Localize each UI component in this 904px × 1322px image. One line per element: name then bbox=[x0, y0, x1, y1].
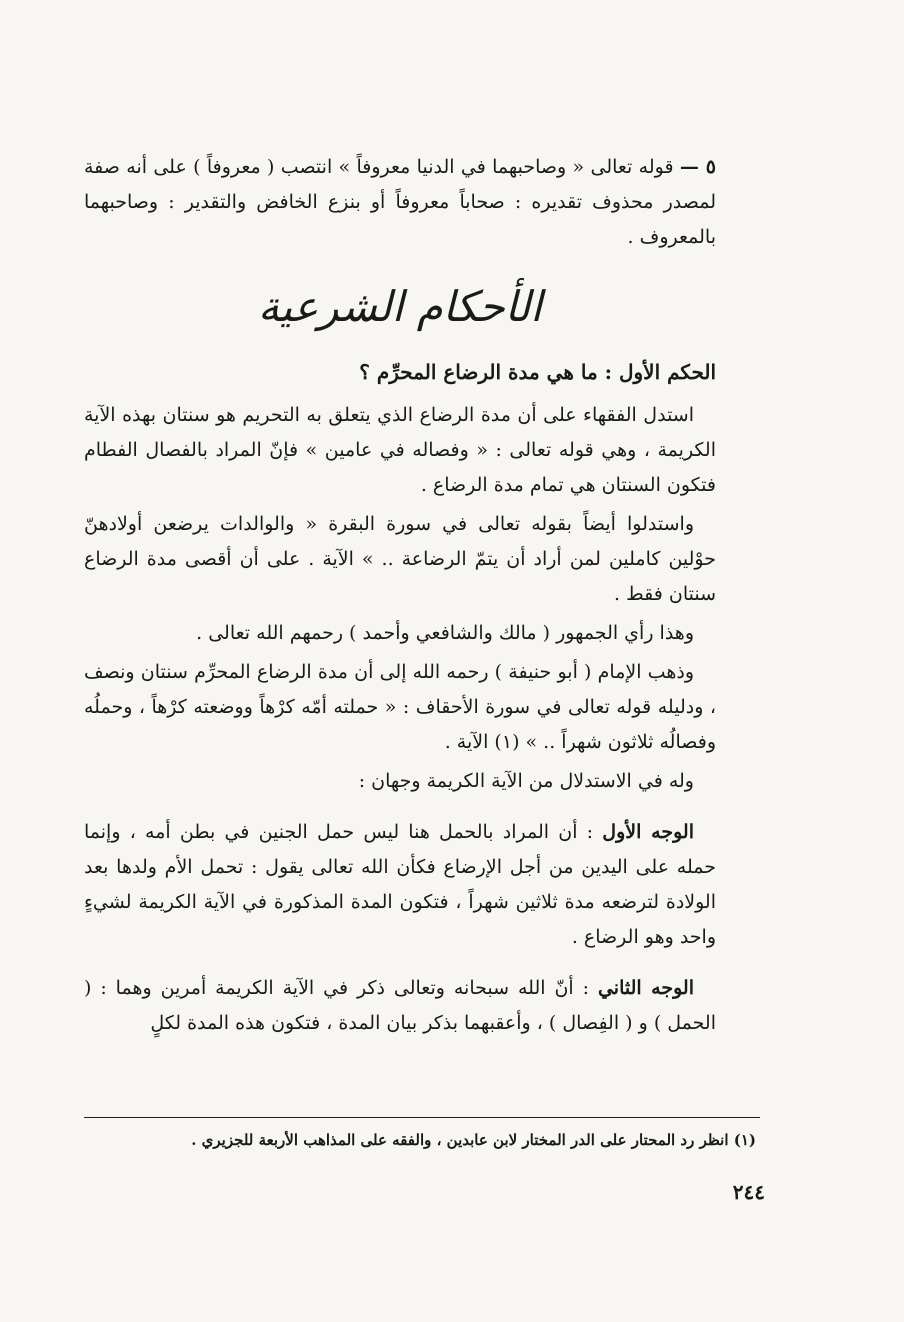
ruling-heading: الحكم الأول : ما هي مدة الرضاع المحرِّم ؟ bbox=[359, 360, 716, 384]
paragraph-2: واستدلوا أيضاً بقوله تعالى في سورة البقرة « والوالدات يرضعن أولادهنّ حوْلين كاملين لمن أراد أن يتمّ الرضاعة .. » الآية . على أن أقصى مدة الرضاع سنتان فقط . bbox=[84, 513, 716, 605]
item-5 bbox=[84, 150, 716, 255]
item-number: ٥ — bbox=[679, 156, 716, 178]
paragraph-4: وذهب الإمام ( أبو حنيفة ) رحمه الله إلى أن مدة الرضاع المحرِّم سنتان ونصف ، ودليله قوله تعالى في سورة الأحقاف : « حملته أمّه كرْهاً ووضعته كرْهاً ، وحملُه وفصالُه ثلاثون شهراً .. » (١) الآية . bbox=[84, 661, 716, 753]
item-text: قوله تعالى « وصاحبهما في الدنيا معروفاً » انتصب ( معروفاً ) على أنه صفة لمصدر محذوف تقديره : صحاباً معروفاً أو بنزع الخافض والتقدير : وصاحبهما بالمعروف . bbox=[84, 156, 716, 248]
paragraph-3: وهذا رأي الجمهور ( مالك والشافعي وأحمد ) رحمهم الله تعالى . bbox=[196, 622, 694, 644]
aspect-1 bbox=[84, 815, 716, 955]
section-banner: الأحكام الشرعية bbox=[258, 282, 542, 331]
aspect-1-label: الوجه الأول bbox=[602, 821, 694, 843]
aspect-2-text: : أنّ الله سبحانه وتعالى ذكر في الآية الكريمة أمرين وهما : ( الحمل ) و ( الفِصال ) ، وأعقبهما بذكر بيان المدة ، فتكون هذه المدة لكلٍ bbox=[84, 977, 716, 1034]
paragraph-5: وله في الاستدلال من الآية الكريمة وجهان : bbox=[358, 770, 694, 792]
footnote: (١) انظر رد المحتار على الدر المختار لابن عابدين ، والفقه على المذاهب الأربعة للجزيري . bbox=[191, 1131, 756, 1149]
footnote-divider bbox=[84, 1117, 760, 1118]
main-text bbox=[84, 150, 716, 1045]
page-number: ٢٤٤ bbox=[732, 1180, 765, 1204]
aspect-2-label: الوجه الثاني bbox=[597, 977, 694, 999]
aspect-1-text: : أن المراد بالحمل هنا ليس حمل الجنين في بطن أمه ، وإنما حمله على اليدين من أجل الإرضاع فكأن الله تعالى يقول : تحمل الأم ولدها بعد الولادة لترضعه مدة ثلاثين شهراً ، فتكون المدة المذكورة في الآية الكريمة لشيءٍ واحد وهو الرضاع . bbox=[84, 821, 716, 948]
aspect-2 bbox=[84, 971, 716, 1041]
paragraph-1: استدل الفقهاء على أن مدة الرضاع الذي يتعلق به التحريم هو سنتان بهذه الآية الكريمة ، وهي قوله تعالى : « وفصاله في عامين » فإنّ المراد بالفصال الفطام فتكون السنتان هي تمام مدة الرضاع . bbox=[84, 404, 716, 496]
